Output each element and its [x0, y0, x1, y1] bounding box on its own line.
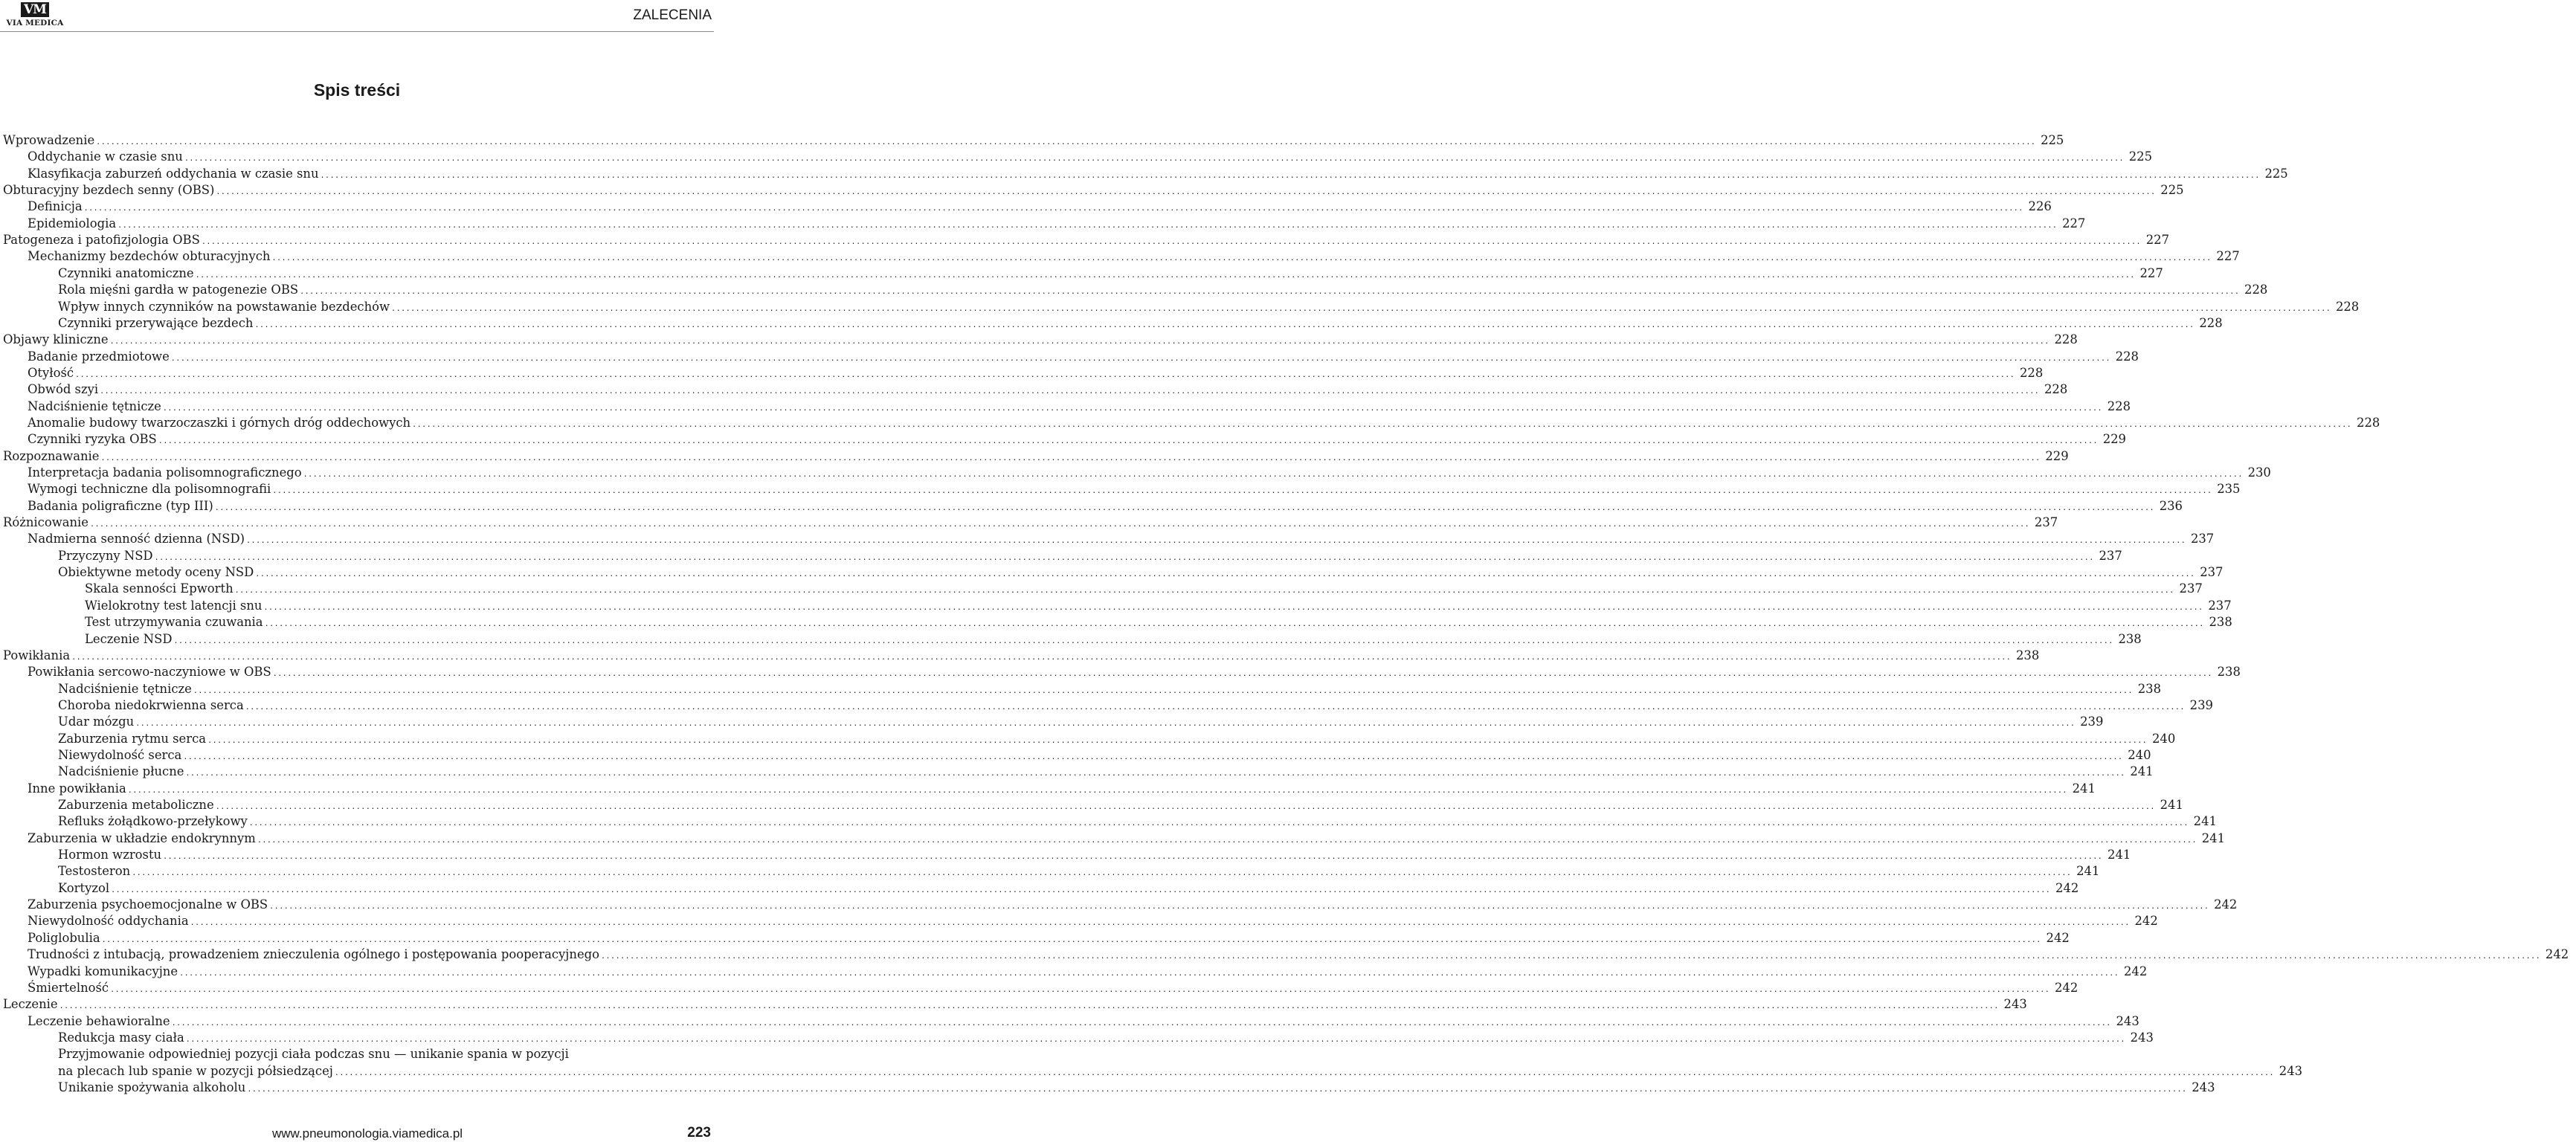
toc-entry-label: Obturacyjny bezdech senny (OBS): [3, 183, 215, 198]
toc-entry-page: 236: [2159, 498, 2183, 513]
toc-entry-page: 229: [2045, 448, 2069, 463]
toc-leader-dots: ................................................................................................................................................................................................................................................................................................................................................................................................................: [300, 288, 2240, 297]
toc-leader-dots: ................................................................................................................................................................................................................................................................................................................................................................................................................: [59, 1002, 1999, 1011]
toc-entry-page: 240: [2151, 731, 2176, 746]
toc-entry[interactable]: [0, 714, 2104, 730]
toc-leader-dots: ................................................................................................................................................................................................................................................................................................................................................................................................................: [207, 736, 2148, 745]
toc-entry-label: Wypadki komunikacyjne: [28, 964, 178, 978]
toc-entry[interactable]: [0, 465, 2271, 481]
toc-leader-dots: ................................................................................................................................................................................................................................................................................................................................................................................................................: [257, 836, 2197, 845]
logo-text: VIA MEDICA: [6, 19, 64, 28]
toc-entry-page: 240: [2128, 747, 2151, 762]
toc-entry-label: Udar mózgu: [58, 714, 135, 729]
toc-entry-page: 227: [2062, 216, 2086, 230]
toc-leader-dots: ................................................................................................................................................................................................................................................................................................................................................................................................................: [154, 553, 2094, 562]
toc-leader-dots: ................................................................................................................................................................................................................................................................................................................................................................................................................: [216, 188, 2156, 197]
toc-leader-dots: ................................................................................................................................................................................................................................................................................................................................................................................................................: [272, 670, 2212, 679]
toc-entry-page: 241: [2072, 781, 2096, 796]
toc-entry-page: 235: [2217, 482, 2241, 497]
toc-leader-dots: ................................................................................................................................................................................................................................................................................................................................................................................................................: [90, 520, 2030, 529]
toc-entry-page: 228: [2335, 299, 2360, 314]
toc-entry-label: Rozpoznawanie: [3, 448, 100, 463]
toc-entry[interactable]: [0, 182, 2184, 199]
toc-leader-dots: ................................................................................................................................................................................................................................................................................................................................................................................................................: [271, 254, 2212, 263]
toc-entry-label: Przyczyny NSD: [58, 548, 153, 563]
toc-entry-page: 228: [2199, 315, 2223, 330]
toc-leader-dots: ................................................................................................................................................................................................................................................................................................................................................................................................................: [248, 819, 2189, 828]
toc-leader-dots: ................................................................................................................................................................................................................................................................................................................................................................................................................: [163, 853, 2103, 862]
toc-entry-label: Nadmierna senność dzienna (NSD): [28, 532, 245, 546]
toc-entry-label: Choroba niedokrwienna serca: [58, 697, 244, 712]
toc-leader-dots: ................................................................................................................................................................................................................................................................................................................................................................................................................: [185, 1035, 2125, 1044]
toc-leader-dots: ................................................................................................................................................................................................................................................................................................................................................................................................................: [184, 155, 2125, 164]
toc-entry-page: 228: [2115, 349, 2139, 364]
toc-entry[interactable]: [0, 498, 2183, 514]
toc-entry-label: Poliglobulia: [28, 930, 100, 945]
toc-leader-dots: ................................................................................................................................................................................................................................................................................................................................................................................................................: [100, 454, 2041, 462]
toc-entry[interactable]: [0, 913, 2158, 929]
toc-leader-dots: ................................................................................................................................................................................................................................................................................................................................................................................................................: [135, 720, 2076, 729]
toc-leader-dots: ................................................................................................................................................................................................................................................................................................................................................................................................................: [109, 338, 2049, 346]
toc-entry[interactable]: [0, 132, 2064, 149]
toc-entry-label: Obiektywne metody oceny NSD: [58, 565, 254, 580]
toc-entry-page: 239: [2189, 697, 2213, 712]
toc-leader-dots: ................................................................................................................................................................................................................................................................................................................................................................................................................: [83, 204, 2023, 213]
toc-entry-label: Rola mięśni gardła w patogenezie OBS: [58, 283, 299, 297]
toc-entry-page: 228: [2019, 365, 2044, 380]
toc-entry-label: Leczenie behawioralne: [28, 1013, 170, 1028]
toc-entry[interactable]: [0, 980, 2078, 996]
header-divider: [0, 31, 714, 32]
toc-entry[interactable]: [0, 946, 2569, 963]
toc-entry-label: Nadciśnienie tętnicze: [58, 681, 192, 696]
toc-entry[interactable]: [0, 731, 2176, 747]
toc-leader-dots: ................................................................................................................................................................................................................................................................................................................................................................................................................: [158, 437, 2098, 446]
toc-leader-dots: ................................................................................................................................................................................................................................................................................................................................................................................................................: [391, 304, 2331, 313]
toc-entry[interactable]: [0, 830, 2226, 847]
toc-entry-label: Interpretacja badania polisomnograficznego: [28, 465, 302, 480]
toc-leader-dots: ................................................................................................................................................................................................................................................................................................................................................................................................................: [179, 969, 2119, 978]
toc-entry[interactable]: [0, 813, 2217, 830]
toc-entry[interactable]: [0, 964, 2148, 980]
via-medica-logo: [6, 1, 64, 29]
toc-entry[interactable]: [0, 166, 2288, 182]
toc-entry[interactable]: [0, 1030, 2154, 1046]
toc-leader-dots: ................................................................................................................................................................................................................................................................................................................................................................................................................: [254, 320, 2195, 329]
toc-entry-page: 241: [2193, 814, 2217, 829]
toc-entry-label: Inne powikłania: [28, 781, 126, 796]
toc-entry-page: 241: [2076, 864, 2100, 879]
toc-leader-dots: ................................................................................................................................................................................................................................................................................................................................................................................................................: [193, 686, 2134, 695]
toc-entry-label: Wymogi techniczne dla polisomnografii: [28, 482, 271, 497]
toc-entry-label: Definicja: [28, 199, 83, 214]
toc-entry-page: 243: [2003, 997, 2027, 1012]
toc-leader-dots: ................................................................................................................................................................................................................................................................................................................................................................................................................: [101, 935, 2041, 944]
section-label: ZALECENIA: [633, 7, 712, 23]
page-header: [0, 0, 714, 33]
toc-entry-label: Śmiertelność: [28, 980, 109, 995]
toc-entry-label: Refluks żołądkowo-przełykowy: [58, 814, 248, 829]
toc-entry-label: Unikanie spożywania alkoholu: [58, 1080, 246, 1094]
toc-leader-dots: ................................................................................................................................................................................................................................................................................................................................................................................................................: [263, 603, 2203, 612]
toc-entry[interactable]: [0, 299, 2360, 315]
toc-leader-dots: ................................................................................................................................................................................................................................................................................................................................................................................................................: [127, 786, 2067, 795]
toc-leader-dots: ................................................................................................................................................................................................................................................................................................................................................................................................................: [214, 503, 2154, 512]
toc-entry[interactable]: [0, 697, 2213, 714]
toc-leader-dots: ................................................................................................................................................................................................................................................................................................................................................................................................................: [245, 703, 2185, 712]
toc-entry-label: na plecach lub spanie w pozycji półsiedzącej: [58, 1063, 333, 1078]
toc-entry-page: 228: [2357, 415, 2380, 430]
toc-entry-page: 228: [2044, 382, 2068, 397]
toc-entry[interactable]: [0, 681, 2162, 697]
toc-leader-dots: ................................................................................................................................................................................................................................................................................................................................................................................................................: [334, 1068, 2275, 1077]
toc-entry-label: Trudności z intubacją, prowadzeniem znieczulenia ogólnego i postępowania pooperacyjnego: [28, 947, 600, 962]
toc-entry-label: Czynniki anatomiczne: [58, 265, 194, 280]
toc-entry-label: Czynniki ryzyka OBS: [28, 432, 157, 447]
toc-entry[interactable]: [0, 315, 2223, 332]
toc-leader-dots: ................................................................................................................................................................................................................................................................................................................................................................................................................: [132, 869, 2072, 878]
toc-leader-dots: ................................................................................................................................................................................................................................................................................................................................................................................................................: [110, 985, 2050, 994]
toc-entry-page: 238: [2118, 631, 2142, 646]
toc-entry[interactable]: [0, 365, 2044, 381]
toc-entry-label: Kortyzol: [58, 880, 110, 895]
toc-entry[interactable]: [0, 282, 2268, 298]
toc-entry[interactable]: [0, 880, 2079, 897]
toc-entry[interactable]: [0, 232, 2170, 248]
toc-entry[interactable]: [0, 631, 2142, 648]
toc-leader-dots: ................................................................................................................................................................................................................................................................................................................................................................................................................: [320, 171, 2260, 180]
toc-entry[interactable]: [0, 764, 2154, 780]
toc-entry-label: Oddychanie w czasie snu: [28, 149, 183, 164]
toc-entry[interactable]: [0, 863, 2100, 880]
toc-entry[interactable]: [0, 431, 2126, 448]
toc-entry-label: Powikłania: [3, 648, 71, 662]
toc-entry-page: 239: [2080, 714, 2104, 729]
toc-entry[interactable]: [0, 381, 2068, 398]
toc-entry[interactable]: [0, 248, 2240, 265]
toc-entry[interactable]: [0, 349, 2139, 365]
toc-entry[interactable]: [0, 548, 2122, 564]
toc-leader-dots: ................................................................................................................................................................................................................................................................................................................................................................................................................: [247, 1085, 2187, 1094]
toc-entry-page: 242: [2055, 980, 2078, 995]
toc-entry[interactable]: [0, 930, 2070, 946]
toc-entry-page: 241: [2130, 764, 2154, 779]
toc-entry[interactable]: [0, 747, 2151, 764]
toc-entry-page: 229: [2102, 432, 2126, 447]
toc-entry-page: 241: [2108, 848, 2131, 862]
toc-entry-page: 228: [2054, 332, 2078, 347]
toc-entry[interactable]: [0, 448, 2069, 465]
toc-entry[interactable]: [0, 216, 2086, 232]
toc-leader-dots: ................................................................................................................................................................................................................................................................................................................................................................................................................: [255, 570, 2195, 579]
page-title: Spis treści: [313, 80, 401, 100]
toc-entry-page: 243: [2130, 1030, 2154, 1045]
toc-entry-page: 225: [2264, 166, 2288, 181]
toc-leader-dots: ................................................................................................................................................................................................................................................................................................................................................................................................................: [215, 803, 2155, 811]
footer-page-number: 223: [687, 1125, 711, 1141]
toc-entry-page: 227: [2139, 265, 2163, 280]
toc-entry-page: 242: [2055, 880, 2079, 895]
toc-entry-label: Mechanizmy bezdechów obturacyjnych: [28, 249, 271, 264]
toc-entry-page: 238: [2209, 615, 2232, 630]
toc-entry-page: 237: [2190, 532, 2215, 546]
toc-entry-page: 243: [2279, 1063, 2303, 1078]
toc-entry-label: Skala senności Epworth: [85, 581, 234, 596]
toc-entry-label: Niewydolność serca: [58, 747, 182, 762]
toc-entry-label: Klasyfikacja zaburzeń oddychania w czasie snu: [28, 166, 319, 181]
toc-entry-page: 225: [2041, 133, 2064, 147]
toc-entry-label: Zaburzenia metaboliczne: [58, 798, 214, 812]
toc-entry-page: 227: [2145, 233, 2170, 248]
toc-entry-label: Zaburzenia w układzie endokrynnym: [28, 830, 256, 845]
toc-entry-page: 241: [2160, 798, 2183, 812]
toc-entry-label: Patogeneza i patofizjologia OBS: [3, 233, 200, 248]
toc-entry-label: Powikłania sercowo-naczyniowe w OBS: [28, 665, 271, 680]
logo-mark: VM: [21, 2, 49, 17]
toc-leader-dots: ................................................................................................................................................................................................................................................................................................................................................................................................................: [246, 537, 2186, 546]
toc-entry-label: Różnicowanie: [3, 515, 88, 530]
toc-entry[interactable]: [0, 399, 2131, 415]
toc-entry-page: 230: [2247, 465, 2271, 480]
toc-leader-dots: ................................................................................................................................................................................................................................................................................................................................................................................................................: [71, 653, 2012, 662]
toc-entry-page: 238: [2016, 648, 2040, 662]
toc-entry-label: Nadciśnienie tętnicze: [28, 399, 161, 413]
toc-entry-page: 237: [2179, 581, 2203, 596]
toc-leader-dots: ................................................................................................................................................................................................................................................................................................................................................................................................................: [190, 919, 2130, 928]
toc-entry-label: Otyłość: [28, 365, 74, 380]
toc-entry[interactable]: [0, 598, 2232, 614]
toc-entry-page: 225: [2128, 149, 2153, 164]
toc-entry-label: Niewydolność oddychania: [28, 914, 189, 929]
toc-entry-page: 237: [2099, 548, 2122, 563]
toc-entry-page: 228: [2107, 399, 2131, 413]
toc-entry-label: Wpływ innych czynników na powstawanie bezdechów: [58, 299, 390, 314]
toc-entry[interactable]: [0, 797, 2183, 813]
toc-entry[interactable]: [0, 415, 2380, 431]
toc-entry[interactable]: [0, 664, 2241, 680]
toc-entry-page: 226: [2028, 199, 2052, 214]
toc-entry-label: Anomalie budowy twarzoczaszki i górnych dróg oddechowych: [28, 415, 411, 430]
toc-entry-page: 241: [2201, 830, 2226, 845]
toc-entry[interactable]: [0, 1046, 714, 1062]
toc-entry[interactable]: [0, 531, 2215, 547]
toc-entry[interactable]: [0, 897, 2238, 913]
toc-leader-dots: ................................................................................................................................................................................................................................................................................................................................................................................................................: [195, 271, 2135, 280]
toc-leader-dots: ................................................................................................................................................................................................................................................................................................................................................................................................................: [117, 221, 2058, 230]
toc-entry-page: 242: [2214, 897, 2238, 912]
toc-entry-label: Zaburzenia rytmu serca: [58, 731, 207, 746]
toc-entry-page: 237: [2200, 565, 2224, 580]
toc-entry[interactable]: [0, 481, 2241, 497]
toc-entry[interactable]: [0, 1013, 2139, 1030]
toc-entry-label: Wielokrotny test latencji snu: [85, 598, 263, 613]
toc-entry-label: Badanie przedmiotowe: [28, 349, 170, 364]
toc-entry-label: Obwód szyi: [28, 382, 99, 397]
toc-leader-dots: ................................................................................................................................................................................................................................................................................................................................................................................................................: [111, 885, 2051, 894]
toc-leader-dots: ................................................................................................................................................................................................................................................................................................................................................................................................................: [171, 1019, 2111, 1028]
toc-entry-page: 242: [2046, 930, 2070, 945]
toc-entry-page: 243: [2116, 1013, 2139, 1028]
toc-entry-label: Hormon wzrostu: [58, 848, 162, 862]
toc-entry-page: 243: [2192, 1080, 2215, 1094]
toc-entry-page: 225: [2160, 183, 2184, 198]
toc-entry[interactable]: [0, 564, 2224, 581]
toc-entry-label: Zaburzenia psychoemocjonalne w OBS: [28, 897, 268, 912]
toc-entry-page: 238: [2137, 681, 2162, 696]
toc-entry-page: 227: [2216, 249, 2240, 264]
toc-entry[interactable]: [0, 996, 2027, 1013]
toc-leader-dots: ................................................................................................................................................................................................................................................................................................................................................................................................................: [303, 471, 2243, 479]
toc-entry[interactable]: [0, 581, 2203, 597]
toc-leader-dots: ................................................................................................................................................................................................................................................................................................................................................................................................................: [100, 387, 2040, 396]
toc-leader-dots: ................................................................................................................................................................................................................................................................................................................................................................................................................: [185, 770, 2125, 778]
toc-leader-dots: ................................................................................................................................................................................................................................................................................................................................................................................................................: [170, 354, 2110, 363]
toc-entry-page: 242: [2134, 914, 2158, 929]
toc-entry-label: Przyjmowanie odpowiedniej pozycji ciała podczas snu — unikanie spania w pozycji: [58, 1047, 569, 1062]
toc-entry[interactable]: [0, 1080, 2215, 1096]
toc-entry-label: Nadciśnienie płucne: [58, 764, 184, 779]
toc-entry-label: Badania poligraficzne (typ III): [28, 498, 213, 513]
toc-leader-dots: ................................................................................................................................................................................................................................................................................................................................................................................................................: [264, 620, 2204, 629]
toc-leader-dots: ................................................................................................................................................................................................................................................................................................................................................................................................................: [272, 487, 2212, 496]
toc-entry[interactable]: [0, 199, 2052, 215]
toc-entry[interactable]: [0, 648, 2040, 664]
toc-leader-dots: ................................................................................................................................................................................................................................................................................................................................................................................................................: [173, 636, 2113, 645]
toc-entry[interactable]: [0, 614, 2232, 630]
toc-entry-label: Leczenie NSD: [85, 631, 173, 646]
toc-entry[interactable]: [0, 847, 2131, 863]
footer-url[interactable]: www.pneumonologia.viamedica.pl: [272, 1126, 463, 1141]
toc-entry-page: 237: [2034, 515, 2058, 530]
toc-leader-dots: ................................................................................................................................................................................................................................................................................................................................................................................................................: [96, 138, 2036, 146]
toc-leader-dots: ................................................................................................................................................................................................................................................................................................................................................................................................................: [183, 752, 2123, 761]
toc-entry-page: 228: [2244, 283, 2268, 297]
toc-leader-dots: ................................................................................................................................................................................................................................................................................................................................................................................................................: [75, 370, 2015, 379]
toc-entry[interactable]: [0, 1063, 2303, 1080]
toc-entry-label: Czynniki przerywające bezdech: [58, 315, 254, 330]
toc-entry-label: Testosteron: [58, 864, 131, 879]
toc-leader-dots: ................................................................................................................................................................................................................................................................................................................................................................................................................: [234, 587, 2174, 596]
toc-entry-label: Objawy kliniczne: [3, 332, 109, 347]
toc-entry-page: 237: [2208, 598, 2232, 613]
toc-entry[interactable]: [0, 332, 2078, 348]
toc-entry-label: Leczenie: [3, 997, 58, 1012]
toc-entry[interactable]: [0, 514, 2058, 531]
toc-entry-label: Redukcja masy ciała: [58, 1030, 184, 1045]
toc-leader-dots: ................................................................................................................................................................................................................................................................................................................................................................................................................: [412, 420, 2352, 429]
toc-entry-label: Epidemiologia: [28, 216, 117, 230]
toc-leader-dots: ................................................................................................................................................................................................................................................................................................................................................................................................................: [201, 238, 2142, 247]
toc-entry-page: 242: [2123, 964, 2148, 978]
toc-entry-page: 238: [2217, 665, 2241, 680]
toc-entry[interactable]: [0, 265, 2163, 282]
toc-entry-label: Test utrzymywania czuwania: [85, 615, 263, 630]
toc-entry-label: Wprowadzenie: [3, 133, 95, 147]
toc-entry-page: 242: [2545, 947, 2569, 962]
toc-leader-dots: ................................................................................................................................................................................................................................................................................................................................................................................................................: [269, 903, 2209, 912]
toc-leader-dots: ................................................................................................................................................................................................................................................................................................................................................................................................................: [162, 404, 2103, 413]
toc-leader-dots: ................................................................................................................................................................................................................................................................................................................................................................................................................: [601, 952, 2541, 961]
toc-entry[interactable]: [0, 781, 2096, 797]
toc-entry[interactable]: [0, 149, 2153, 165]
